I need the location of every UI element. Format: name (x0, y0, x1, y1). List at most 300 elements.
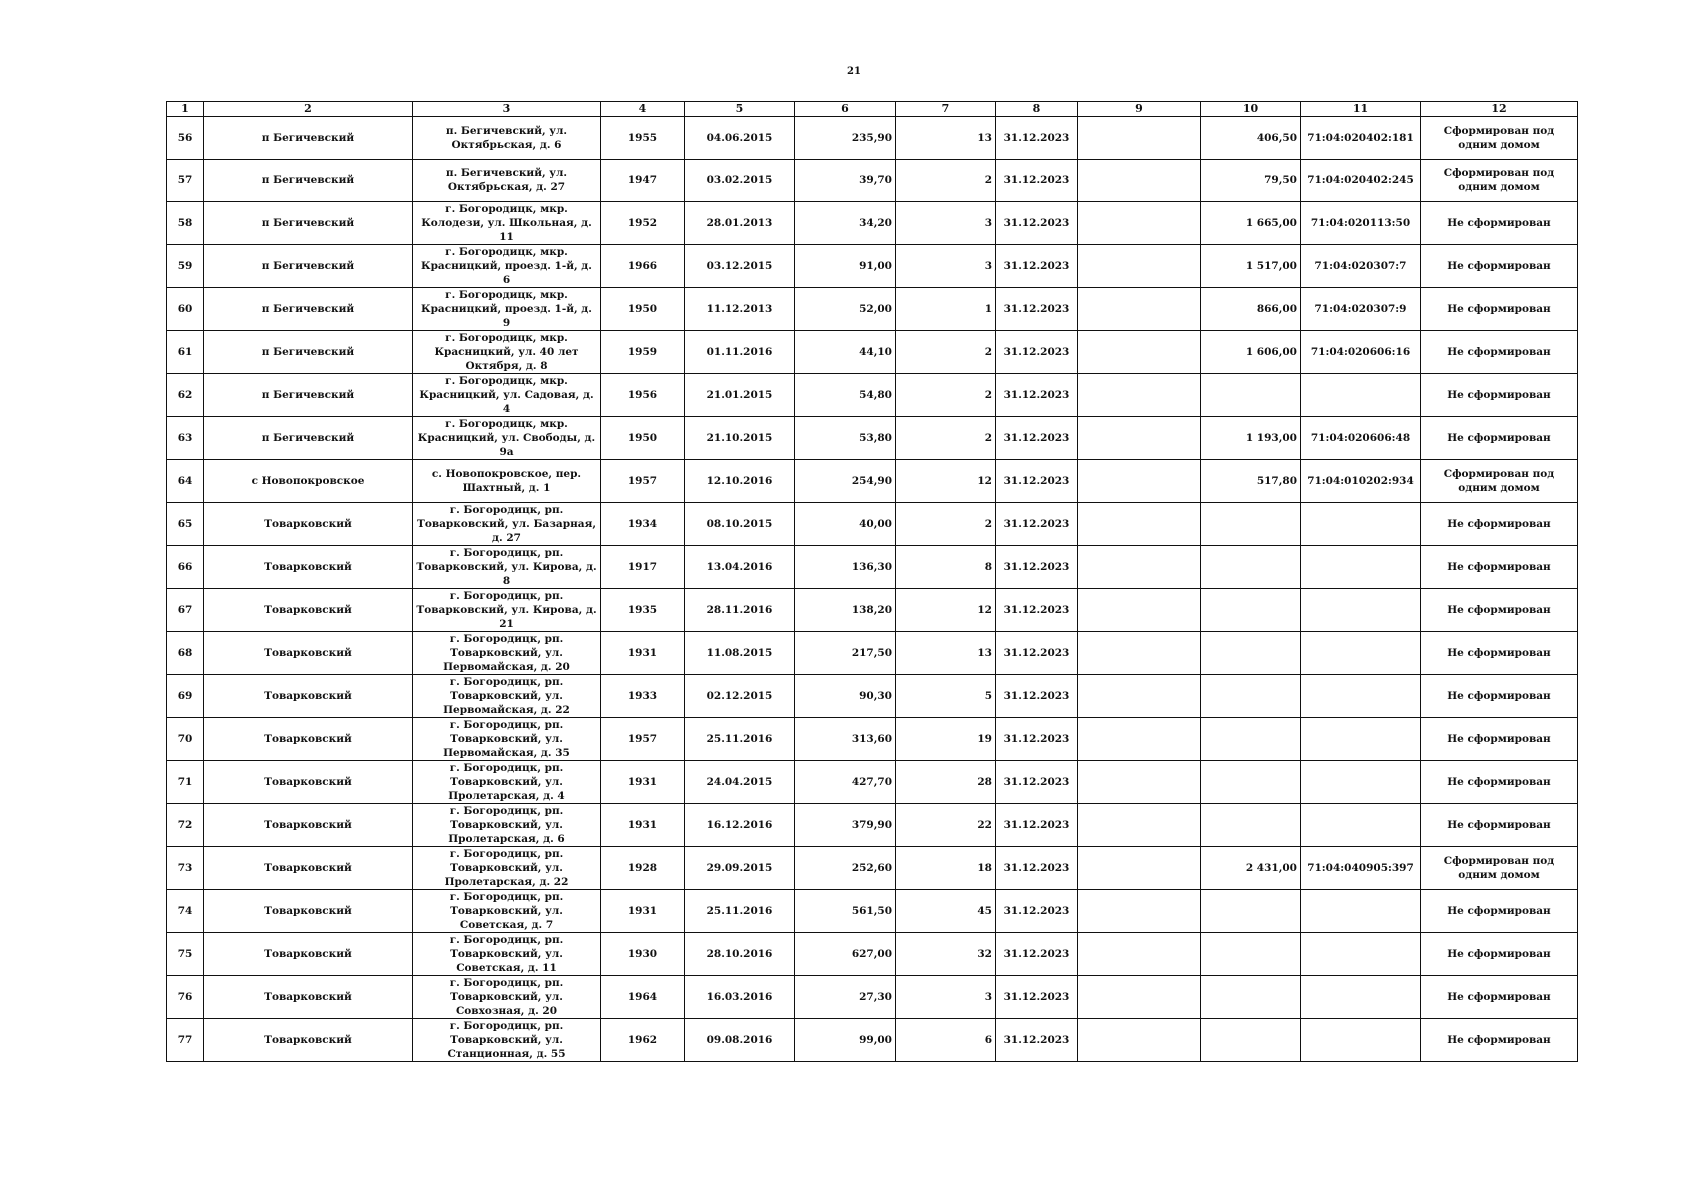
cell-land-status: Сформирован под одним домом (1421, 460, 1578, 503)
table-row (167, 1018, 1578, 1061)
cell-settlement: Товарковский (204, 889, 413, 932)
cell-settlement: с Новопокровское (204, 460, 413, 503)
cell-land-status: Не сформирован (1421, 631, 1578, 674)
cell-settlement: Товарковский (204, 502, 413, 545)
cell-deadline: 31.12.2023 (996, 159, 1078, 202)
cell-year-built: 1917 (601, 545, 685, 588)
cell-col-9 (1078, 889, 1201, 932)
cell-residents: 18 (896, 846, 996, 889)
cell-year-built: 1930 (601, 932, 685, 975)
cell-cadastral-number (1301, 975, 1421, 1018)
cell-settlement: п Бегичевский (204, 331, 413, 374)
cell-date: 11.12.2013 (685, 288, 795, 331)
cell-date: 09.08.2016 (685, 1018, 795, 1061)
cell-year-built: 1952 (601, 202, 685, 245)
cell-land-status: Не сформирован (1421, 245, 1578, 288)
cell-land-area (1201, 975, 1301, 1018)
cell-land-status: Не сформирован (1421, 803, 1578, 846)
cell-date: 28.10.2016 (685, 932, 795, 975)
cell-col-9 (1078, 846, 1201, 889)
cell-year-built: 1928 (601, 846, 685, 889)
cell-area: 561,50 (795, 889, 896, 932)
cell-year-built: 1957 (601, 460, 685, 503)
cell-land-status: Не сформирован (1421, 502, 1578, 545)
cell-cadastral-number (1301, 1018, 1421, 1061)
cell-deadline: 31.12.2023 (996, 975, 1078, 1018)
cell-land-area: 866,00 (1201, 288, 1301, 331)
cell-deadline: 31.12.2023 (996, 803, 1078, 846)
column-header: 2 (204, 102, 413, 117)
cell-land-area (1201, 932, 1301, 975)
cell-row-number: 61 (167, 331, 204, 374)
cell-land-area (1201, 502, 1301, 545)
cell-address: г. Богородицк, рп. Товарковский, ул. Советская, д. 7 (413, 889, 601, 932)
table-row (167, 117, 1578, 160)
cell-cadastral-number (1301, 889, 1421, 932)
cell-col-9 (1078, 245, 1201, 288)
cell-col-9 (1078, 202, 1201, 245)
cell-land-area (1201, 717, 1301, 760)
cell-settlement: Товарковский (204, 631, 413, 674)
cell-land-area (1201, 545, 1301, 588)
cell-land-area (1201, 631, 1301, 674)
cell-settlement: п Бегичевский (204, 202, 413, 245)
cell-cadastral-number: 71:04:020402:245 (1301, 159, 1421, 202)
cell-area: 217,50 (795, 631, 896, 674)
cell-cadastral-number: 71:04:020402:181 (1301, 117, 1421, 160)
cell-address: г. Богородицк, рп. Товарковский, ул. Первомайская, д. 22 (413, 674, 601, 717)
cell-address: г. Богородицк, мкр. Красницкий, проезд. 1-й, д. 6 (413, 245, 601, 288)
cell-area: 252,60 (795, 846, 896, 889)
cell-deadline: 31.12.2023 (996, 117, 1078, 160)
cell-address: г. Богородицк, мкр. Колодези, ул. Школьная, д. 11 (413, 202, 601, 245)
cell-residents: 12 (896, 588, 996, 631)
cell-deadline: 31.12.2023 (996, 202, 1078, 245)
table-row (167, 202, 1578, 245)
cell-row-number: 68 (167, 631, 204, 674)
column-header: 12 (1421, 102, 1578, 117)
cell-row-number: 56 (167, 117, 204, 160)
cell-address: г. Богородицк, рп. Товарковский, ул. Станционная, д. 55 (413, 1018, 601, 1061)
cell-col-9 (1078, 588, 1201, 631)
cell-residents: 3 (896, 202, 996, 245)
table-row (167, 374, 1578, 417)
cell-col-9 (1078, 545, 1201, 588)
column-header: 6 (795, 102, 896, 117)
cell-cadastral-number: 71:04:020307:7 (1301, 245, 1421, 288)
cell-date: 16.03.2016 (685, 975, 795, 1018)
column-header: 9 (1078, 102, 1201, 117)
cell-residents: 2 (896, 502, 996, 545)
cell-year-built: 1931 (601, 889, 685, 932)
cell-area: 138,20 (795, 588, 896, 631)
column-header: 7 (896, 102, 996, 117)
cell-area: 52,00 (795, 288, 896, 331)
cell-address: г. Богородицк, рп. Товарковский, ул. Пролетарская, д. 22 (413, 846, 601, 889)
cell-row-number: 77 (167, 1018, 204, 1061)
cell-cadastral-number: 71:04:020606:48 (1301, 417, 1421, 460)
cell-area: 90,30 (795, 674, 896, 717)
cell-land-status: Сформирован под одним домом (1421, 159, 1578, 202)
cell-area: 136,30 (795, 545, 896, 588)
cell-settlement: Товарковский (204, 932, 413, 975)
cell-area: 99,00 (795, 1018, 896, 1061)
cell-address: г. Богородицк, рп. Товарковский, ул. Кирова, д. 21 (413, 588, 601, 631)
cell-year-built: 1957 (601, 717, 685, 760)
cell-address: п. Бегичевский, ул. Октябрьская, д. 27 (413, 159, 601, 202)
housing-registry-table (166, 101, 1578, 1062)
table-row (167, 846, 1578, 889)
cell-year-built: 1947 (601, 159, 685, 202)
cell-cadastral-number (1301, 631, 1421, 674)
cell-area: 39,70 (795, 159, 896, 202)
cell-deadline: 31.12.2023 (996, 460, 1078, 503)
cell-area: 44,10 (795, 331, 896, 374)
cell-date: 21.10.2015 (685, 417, 795, 460)
cell-col-9 (1078, 460, 1201, 503)
cell-deadline: 31.12.2023 (996, 717, 1078, 760)
cell-deadline: 31.12.2023 (996, 502, 1078, 545)
cell-land-area (1201, 674, 1301, 717)
cell-date: 25.11.2016 (685, 717, 795, 760)
cell-date: 12.10.2016 (685, 460, 795, 503)
table-row (167, 975, 1578, 1018)
cell-settlement: п Бегичевский (204, 288, 413, 331)
cell-residents: 45 (896, 889, 996, 932)
cell-area: 91,00 (795, 245, 896, 288)
cell-residents: 5 (896, 674, 996, 717)
cell-col-9 (1078, 631, 1201, 674)
cell-date: 01.11.2016 (685, 331, 795, 374)
cell-col-9 (1078, 674, 1201, 717)
cell-residents: 3 (896, 245, 996, 288)
cell-year-built: 1964 (601, 975, 685, 1018)
cell-cadastral-number (1301, 502, 1421, 545)
cell-settlement: Товарковский (204, 545, 413, 588)
cell-residents: 2 (896, 417, 996, 460)
cell-year-built: 1962 (601, 1018, 685, 1061)
cell-settlement: Товарковский (204, 760, 413, 803)
cell-date: 24.04.2015 (685, 760, 795, 803)
cell-settlement: п Бегичевский (204, 159, 413, 202)
cell-land-status: Не сформирован (1421, 889, 1578, 932)
cell-settlement: Товарковский (204, 674, 413, 717)
cell-area: 27,30 (795, 975, 896, 1018)
cell-residents: 1 (896, 288, 996, 331)
cell-settlement: п Бегичевский (204, 374, 413, 417)
cell-settlement: Товарковский (204, 803, 413, 846)
cell-date: 08.10.2015 (685, 502, 795, 545)
cell-area: 379,90 (795, 803, 896, 846)
cell-residents: 12 (896, 460, 996, 503)
cell-cadastral-number (1301, 588, 1421, 631)
cell-land-area: 1 665,00 (1201, 202, 1301, 245)
cell-land-status: Не сформирован (1421, 331, 1578, 374)
cell-land-area (1201, 889, 1301, 932)
cell-deadline: 31.12.2023 (996, 545, 1078, 588)
cell-land-status: Не сформирован (1421, 545, 1578, 588)
cell-residents: 6 (896, 1018, 996, 1061)
cell-residents: 2 (896, 374, 996, 417)
cell-deadline: 31.12.2023 (996, 374, 1078, 417)
cell-row-number: 57 (167, 159, 204, 202)
cell-date: 13.04.2016 (685, 545, 795, 588)
cell-cadastral-number: 71:04:020113:50 (1301, 202, 1421, 245)
cell-year-built: 1956 (601, 374, 685, 417)
cell-land-status: Не сформирован (1421, 760, 1578, 803)
cell-area: 53,80 (795, 417, 896, 460)
cell-col-9 (1078, 417, 1201, 460)
cell-deadline: 31.12.2023 (996, 588, 1078, 631)
cell-col-9 (1078, 803, 1201, 846)
cell-col-9 (1078, 932, 1201, 975)
cell-residents: 3 (896, 975, 996, 1018)
cell-address: с. Новопокровское, пер. Шахтный, д. 1 (413, 460, 601, 503)
cell-residents: 2 (896, 331, 996, 374)
cell-residents: 32 (896, 932, 996, 975)
cell-land-status: Сформирован под одним домом (1421, 117, 1578, 160)
cell-area: 40,00 (795, 502, 896, 545)
cell-address: г. Богородицк, рп. Товарковский, ул. Совхозная, д. 20 (413, 975, 601, 1018)
cell-address: г. Богородицк, рп. Товарковский, ул. Пролетарская, д. 6 (413, 803, 601, 846)
cell-land-area: 79,50 (1201, 159, 1301, 202)
cell-date: 03.02.2015 (685, 159, 795, 202)
cell-row-number: 65 (167, 502, 204, 545)
cell-land-status: Не сформирован (1421, 417, 1578, 460)
cell-deadline: 31.12.2023 (996, 760, 1078, 803)
cell-row-number: 67 (167, 588, 204, 631)
cell-year-built: 1931 (601, 803, 685, 846)
cell-address: г. Богородицк, рп. Товарковский, ул. Кирова, д. 8 (413, 545, 601, 588)
cell-land-area (1201, 588, 1301, 631)
cell-address: г. Богородицк, мкр. Красницкий, ул. Садовая, д. 4 (413, 374, 601, 417)
column-header: 1 (167, 102, 204, 117)
cell-year-built: 1966 (601, 245, 685, 288)
cell-settlement: Товарковский (204, 588, 413, 631)
cell-area: 313,60 (795, 717, 896, 760)
cell-row-number: 74 (167, 889, 204, 932)
cell-col-9 (1078, 117, 1201, 160)
cell-residents: 13 (896, 631, 996, 674)
table-row (167, 631, 1578, 674)
cell-date: 02.12.2015 (685, 674, 795, 717)
table-row (167, 717, 1578, 760)
cell-settlement: Товарковский (204, 1018, 413, 1061)
cell-land-status: Не сформирован (1421, 374, 1578, 417)
cell-row-number: 63 (167, 417, 204, 460)
cell-settlement: Товарковский (204, 975, 413, 1018)
table-row (167, 417, 1578, 460)
cell-address: г. Богородицк, рп. Товарковский, ул. Советская, д. 11 (413, 932, 601, 975)
cell-col-9 (1078, 288, 1201, 331)
cell-cadastral-number (1301, 760, 1421, 803)
cell-year-built: 1933 (601, 674, 685, 717)
table-row (167, 460, 1578, 503)
column-header: 4 (601, 102, 685, 117)
cell-row-number: 58 (167, 202, 204, 245)
cell-deadline: 31.12.2023 (996, 674, 1078, 717)
cell-land-status: Не сформирован (1421, 588, 1578, 631)
table-row (167, 674, 1578, 717)
cell-land-area: 517,80 (1201, 460, 1301, 503)
table-row (167, 932, 1578, 975)
column-header: 3 (413, 102, 601, 117)
cell-land-area (1201, 760, 1301, 803)
cell-settlement: Товарковский (204, 717, 413, 760)
cell-address: г. Богородицк, рп. Товарковский, ул. Первомайская, д. 35 (413, 717, 601, 760)
cell-address: г. Богородицк, рп. Товарковский, ул. Пролетарская, д. 4 (413, 760, 601, 803)
cell-land-status: Не сформирован (1421, 975, 1578, 1018)
cell-date: 21.01.2015 (685, 374, 795, 417)
table-row (167, 889, 1578, 932)
table-row (167, 760, 1578, 803)
cell-date: 28.01.2013 (685, 202, 795, 245)
cell-cadastral-number: 71:04:020307:9 (1301, 288, 1421, 331)
cell-col-9 (1078, 331, 1201, 374)
table-body (167, 117, 1578, 1062)
cell-address: г. Богородицк, мкр. Красницкий, проезд. 1-й, д. 9 (413, 288, 601, 331)
cell-settlement: Товарковский (204, 846, 413, 889)
cell-settlement: п Бегичевский (204, 117, 413, 160)
column-header: 8 (996, 102, 1078, 117)
cell-row-number: 72 (167, 803, 204, 846)
cell-cadastral-number (1301, 932, 1421, 975)
cell-address: г. Богородицк, мкр. Красницкий, ул. 40 лет Октября, д. 8 (413, 331, 601, 374)
table-row (167, 245, 1578, 288)
cell-land-area (1201, 1018, 1301, 1061)
cell-deadline: 31.12.2023 (996, 417, 1078, 460)
cell-land-area: 406,50 (1201, 117, 1301, 160)
cell-deadline: 31.12.2023 (996, 245, 1078, 288)
cell-address: г. Богородицк, мкр. Красницкий, ул. Свободы, д. 9а (413, 417, 601, 460)
table-row (167, 288, 1578, 331)
cell-row-number: 73 (167, 846, 204, 889)
cell-row-number: 75 (167, 932, 204, 975)
cell-col-9 (1078, 502, 1201, 545)
cell-address: п. Бегичевский, ул. Октябрьская, д. 6 (413, 117, 601, 160)
cell-cadastral-number (1301, 374, 1421, 417)
cell-land-area: 1 193,00 (1201, 417, 1301, 460)
cell-land-status: Не сформирован (1421, 1018, 1578, 1061)
cell-land-area (1201, 374, 1301, 417)
cell-area: 235,90 (795, 117, 896, 160)
cell-area: 427,70 (795, 760, 896, 803)
cell-col-9 (1078, 975, 1201, 1018)
cell-land-status: Не сформирован (1421, 674, 1578, 717)
cell-land-area: 2 431,00 (1201, 846, 1301, 889)
cell-residents: 19 (896, 717, 996, 760)
table-row (167, 545, 1578, 588)
cell-date: 04.06.2015 (685, 117, 795, 160)
cell-year-built: 1931 (601, 760, 685, 803)
cell-col-9 (1078, 159, 1201, 202)
cell-address: г. Богородицк, рп. Товарковский, ул. Первомайская, д. 20 (413, 631, 601, 674)
cell-cadastral-number: 71:04:040905:397 (1301, 846, 1421, 889)
cell-row-number: 60 (167, 288, 204, 331)
cell-row-number: 71 (167, 760, 204, 803)
cell-residents: 28 (896, 760, 996, 803)
cell-col-9 (1078, 717, 1201, 760)
cell-deadline: 31.12.2023 (996, 1018, 1078, 1061)
table-row (167, 159, 1578, 202)
cell-row-number: 66 (167, 545, 204, 588)
cell-land-area (1201, 803, 1301, 846)
cell-residents: 8 (896, 545, 996, 588)
column-number-row (167, 102, 1578, 117)
cell-row-number: 62 (167, 374, 204, 417)
cell-settlement: п Бегичевский (204, 417, 413, 460)
cell-area: 34,20 (795, 202, 896, 245)
cell-cadastral-number (1301, 545, 1421, 588)
cell-col-9 (1078, 374, 1201, 417)
cell-cadastral-number: 71:04:020606:16 (1301, 331, 1421, 374)
cell-land-status: Не сформирован (1421, 288, 1578, 331)
cell-row-number: 59 (167, 245, 204, 288)
table-row (167, 502, 1578, 545)
cell-land-area: 1 517,00 (1201, 245, 1301, 288)
cell-col-9 (1078, 1018, 1201, 1061)
cell-deadline: 31.12.2023 (996, 932, 1078, 975)
cell-row-number: 76 (167, 975, 204, 1018)
cell-residents: 13 (896, 117, 996, 160)
cell-date: 03.12.2015 (685, 245, 795, 288)
cell-deadline: 31.12.2023 (996, 331, 1078, 374)
cell-land-area: 1 606,00 (1201, 331, 1301, 374)
cell-cadastral-number (1301, 674, 1421, 717)
cell-land-status: Не сформирован (1421, 932, 1578, 975)
cell-year-built: 1950 (601, 417, 685, 460)
cell-year-built: 1931 (601, 631, 685, 674)
cell-area: 54,80 (795, 374, 896, 417)
cell-date: 25.11.2016 (685, 889, 795, 932)
cell-deadline: 31.12.2023 (996, 889, 1078, 932)
cell-year-built: 1934 (601, 502, 685, 545)
cell-col-9 (1078, 760, 1201, 803)
cell-date: 28.11.2016 (685, 588, 795, 631)
cell-land-status: Не сформирован (1421, 202, 1578, 245)
cell-deadline: 31.12.2023 (996, 288, 1078, 331)
cell-cadastral-number: 71:04:010202:934 (1301, 460, 1421, 503)
cell-cadastral-number (1301, 803, 1421, 846)
cell-year-built: 1935 (601, 588, 685, 631)
cell-year-built: 1959 (601, 331, 685, 374)
cell-area: 254,90 (795, 460, 896, 503)
cell-row-number: 69 (167, 674, 204, 717)
cell-year-built: 1950 (601, 288, 685, 331)
table-row (167, 331, 1578, 374)
table-row (167, 588, 1578, 631)
cell-year-built: 1955 (601, 117, 685, 160)
column-header: 5 (685, 102, 795, 117)
cell-area: 627,00 (795, 932, 896, 975)
cell-land-status: Сформирован под одним домом (1421, 846, 1578, 889)
table-row (167, 803, 1578, 846)
column-header: 10 (1201, 102, 1301, 117)
cell-land-status: Не сформирован (1421, 717, 1578, 760)
cell-deadline: 31.12.2023 (996, 846, 1078, 889)
cell-settlement: п Бегичевский (204, 245, 413, 288)
cell-cadastral-number (1301, 717, 1421, 760)
page-number: 21 (847, 66, 861, 77)
cell-row-number: 70 (167, 717, 204, 760)
cell-deadline: 31.12.2023 (996, 631, 1078, 674)
cell-date: 11.08.2015 (685, 631, 795, 674)
cell-date: 16.12.2016 (685, 803, 795, 846)
column-header: 11 (1301, 102, 1421, 117)
cell-residents: 22 (896, 803, 996, 846)
cell-row-number: 64 (167, 460, 204, 503)
cell-residents: 2 (896, 159, 996, 202)
